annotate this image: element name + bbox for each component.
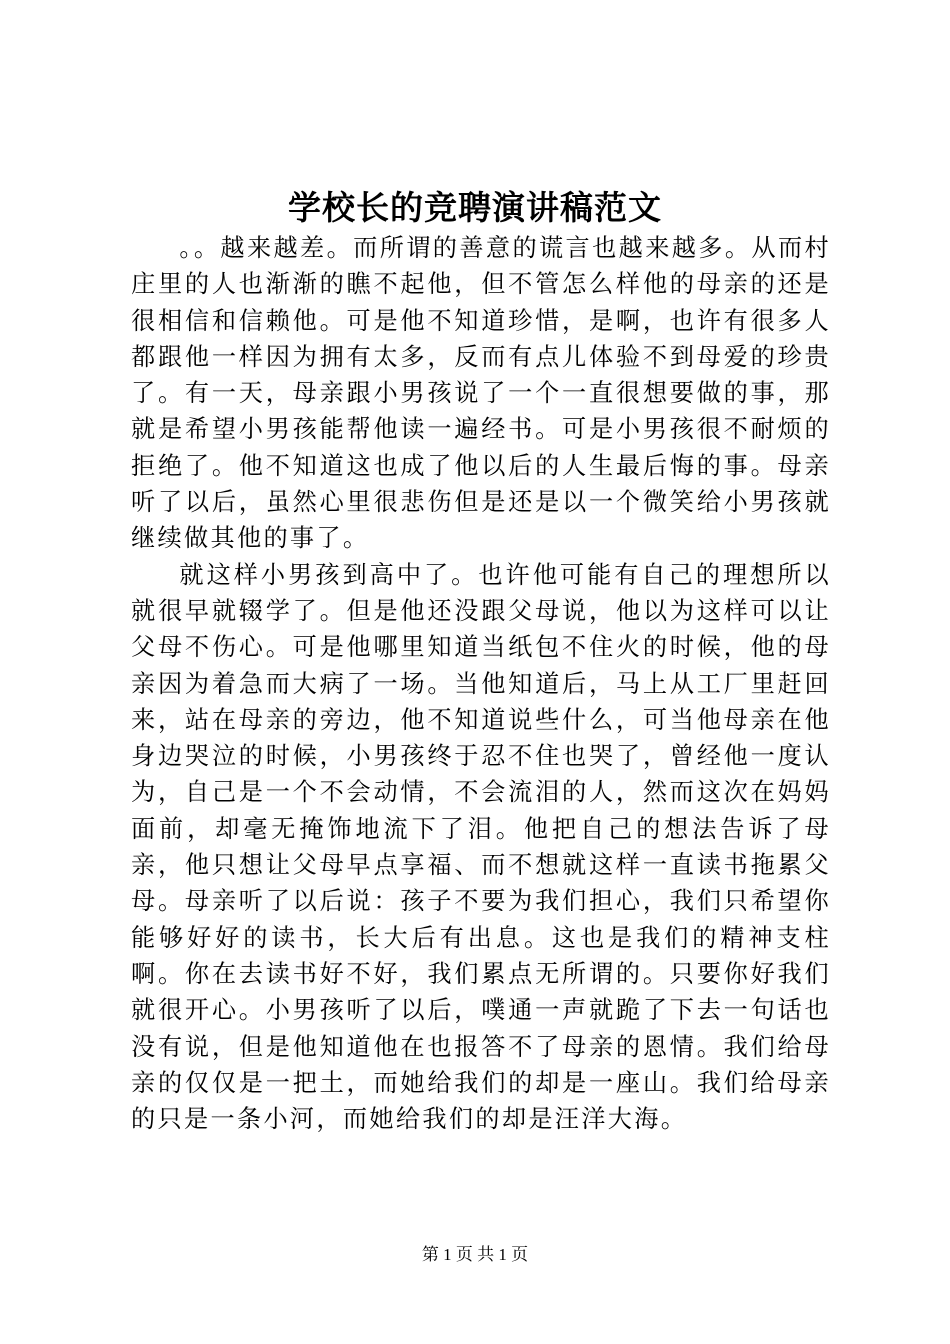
document-title: 学校长的竞聘演讲稿范文 — [288, 188, 662, 227]
paragraph-2: 就这样小男孩到高中了。也许他可能有自己的理想所以就很早就辍学了。但是他还没跟父母说，他以为这样可以让父母不伤心。可是他哪里知道当纸包不住火的时候，他的母亲因为着急而大病了一场。当他知道后，马上从工厂里赶回来，站在母亲的旁边，他不知道说些什么，可当他母亲在他身边哭泣的时候，小男孩终于忍不住也哭了，曾经他一度认为，自己是一个不会动情，不会流泪的人，然而这次在妈妈面前，却毫无掩饰地流下了泪。他把自己的想法告诉了母亲，他只想让父母早点享福、而不想就这样一直读书拖累父母。母亲听了以后说：孩子不要为我们担心，我们只希望你能够好好的读书，长大后有出息。这也是我们的精神支柱啊。你在去读书好不好，我们累点无所谓的。只要你好我们就很开心。小男孩听了以后，噗通一声就跪了下去一句话也没有说，但是他知道他在也报答不了母亲的恩情。我们给母亲的仅仅是一把土，而她给我们的却是一座山。我们给母亲的只是一条小河，而她给我们的却是汪洋大海。 — [131, 560, 831, 1134]
page-footer: 第 1 页 共 1 页 — [421, 1245, 529, 1264]
document-body — [131, 230, 831, 1137]
paragraph-1: 。。越来越差。而所谓的善意的谎言也越来越多。从而村庄里的人也渐渐的瞧不起他，但不管怎么样他的母亲的还是很相信和信赖他。可是他不知道珍惜，是啊，也许有很多人都跟他一样因为拥有太多，反而有点儿体验不到母爱的珍贵了。有一天，母亲跟小男孩说了一个一直很想要做的事，那就是希望小男孩能帮他读一遍经书。可是小男孩很不耐烦的拒绝了。他不知道这也成了他以后的人生最后悔的事。母亲听了以后，虽然心里很悲伤但是还是以一个微笑给小男孩就继续做其他的事了。 — [131, 234, 831, 553]
